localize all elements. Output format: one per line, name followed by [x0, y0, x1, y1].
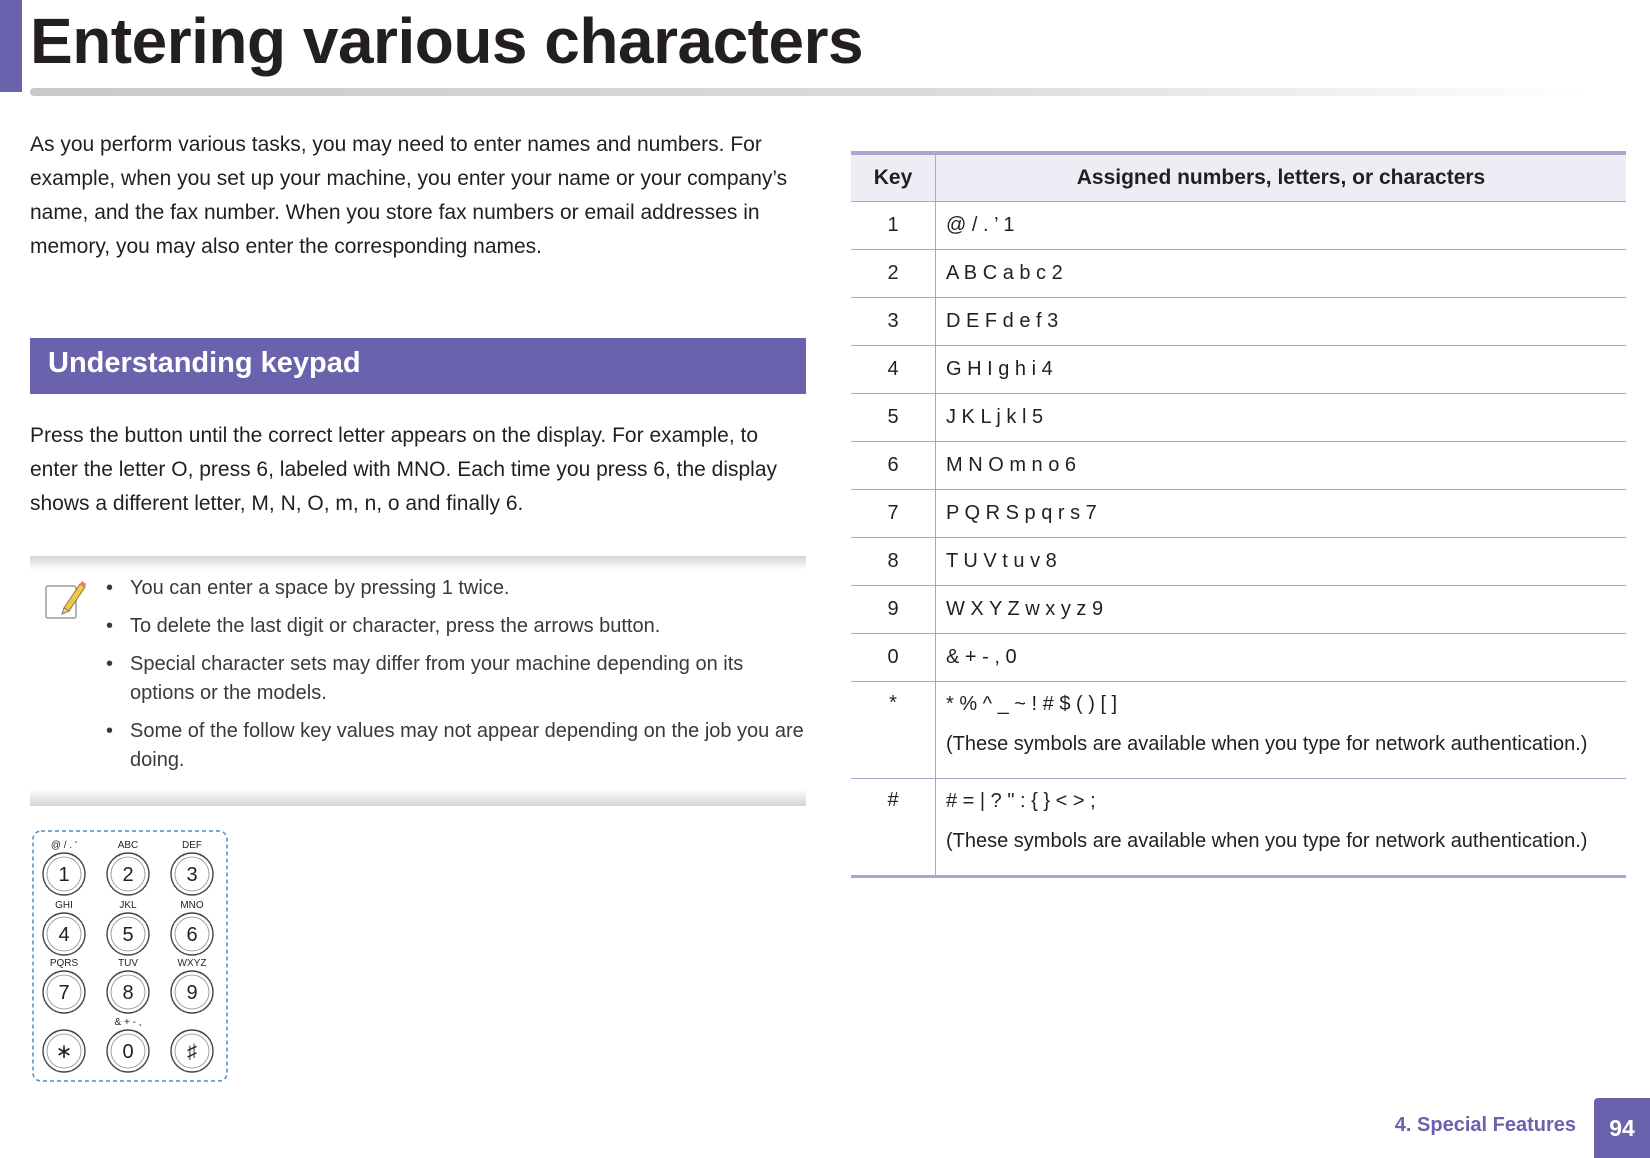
keypad-digit: ♯	[187, 1041, 197, 1063]
keypad-key	[107, 840, 149, 895]
note-item	[106, 717, 806, 775]
keypad-letters: GHI	[55, 900, 73, 911]
keypad-digit: 2	[122, 864, 134, 886]
table-row	[851, 538, 1626, 586]
value-cell: A B C a b c 2	[936, 250, 1627, 298]
keypad-letters: JKL	[119, 900, 137, 911]
keypad-digit: 9	[186, 982, 198, 1004]
table-row	[851, 250, 1626, 298]
note-pencil-icon	[44, 578, 86, 622]
symbol-note: (These symbols are available when you type for network authentication.)	[946, 830, 1588, 852]
value-cell: D E F d e f 3	[936, 298, 1627, 346]
keypad-key	[107, 958, 149, 1013]
table-row	[851, 394, 1626, 442]
keypad-digit: 3	[186, 864, 198, 886]
title-underline	[30, 88, 1590, 96]
bullet: •	[106, 720, 114, 742]
keypad-key	[43, 958, 85, 1013]
intro-paragraph: As you perform various tasks, you may need to enter names and numbers. For example, when you set up your machine, you enter your name or your company’s name, and the fax number. When you store fax numbers or email addresses in memory, you may also enter the corresponding names.	[30, 133, 788, 258]
key-cell: *	[851, 682, 936, 779]
bullet: •	[106, 653, 114, 675]
value-cell: G H I g h i 4	[936, 346, 1627, 394]
symbol-list: * % ^ _ ~ ! # $ ( ) [ ]	[946, 693, 1118, 715]
symbol-list: # = | ? " : { } < > ;	[946, 790, 1096, 812]
key-cell: 2	[851, 250, 936, 298]
keypad-letters: MNO	[180, 900, 204, 911]
keypad-letters: WXYZ	[177, 958, 207, 969]
key-cell: 5	[851, 394, 936, 442]
table-header-row	[851, 153, 1626, 202]
note-list	[106, 574, 806, 784]
key-cell: 3	[851, 298, 936, 346]
keypad-key	[171, 1030, 213, 1072]
table-row	[851, 298, 1626, 346]
keypad-letters: @ / . ’	[50, 840, 78, 851]
key-cell: 6	[851, 442, 936, 490]
value-cell: P Q R S p q r s 7	[936, 490, 1627, 538]
note-top-rule	[30, 556, 806, 570]
note-item	[106, 612, 806, 641]
table-row	[851, 586, 1626, 634]
title-accent-bar	[0, 0, 22, 92]
symbol-note: (These symbols are available when you type for network authentication.)	[946, 733, 1588, 755]
key-cell: 4	[851, 346, 936, 394]
note-item	[106, 650, 806, 708]
note-text: Some of the follow key values may not appear depending on the job you are doing.	[130, 720, 804, 771]
key-cell: 9	[851, 586, 936, 634]
table-row	[851, 346, 1626, 394]
keypad-digit: 5	[122, 924, 134, 946]
value-cell: @ / . ’ 1	[936, 202, 1627, 250]
key-assignment-table	[851, 151, 1626, 878]
keypad-key	[43, 1030, 85, 1072]
column-header-assigned: Assigned numbers, letters, or characters	[936, 153, 1627, 202]
section-title: Understanding keypad	[48, 347, 361, 379]
keypad-letters: PQRS	[49, 958, 79, 969]
table-row	[851, 779, 1626, 877]
page-title: Entering various characters	[30, 5, 864, 77]
keypad-digit: ∗	[55, 1041, 73, 1063]
table-row	[851, 490, 1626, 538]
note-text: You can enter a space by pressing 1 twice.	[130, 577, 510, 599]
keypad-digit: 6	[186, 924, 198, 946]
note-text: Special character sets may differ from your machine depending on its options or the models.	[130, 653, 744, 704]
note-text: To delete the last digit or character, press the arrows button.	[130, 615, 661, 637]
keypad-key	[171, 900, 213, 955]
value-cell	[936, 682, 1627, 779]
keypad-key	[43, 840, 85, 895]
value-cell	[936, 779, 1627, 877]
table-row	[851, 202, 1626, 250]
key-cell: 7	[851, 490, 936, 538]
keypad-key	[43, 900, 85, 955]
bullet: •	[106, 577, 114, 599]
keypad-digit: 8	[122, 982, 134, 1004]
key-cell: 0	[851, 634, 936, 682]
bullet: •	[106, 615, 114, 637]
keypad-key	[107, 1017, 149, 1072]
keypad-key	[171, 958, 213, 1013]
value-cell: & + - , 0	[936, 634, 1627, 682]
key-cell: 1	[851, 202, 936, 250]
value-cell: J K L j k l 5	[936, 394, 1627, 442]
keypad-key	[107, 900, 149, 955]
table-row	[851, 634, 1626, 682]
value-cell: T U V t u v 8	[936, 538, 1627, 586]
value-cell: M N O m n o 6	[936, 442, 1627, 490]
keypad-illustration	[32, 830, 228, 1082]
section-header	[30, 338, 806, 394]
footer-chapter: 4. Special Features	[1394, 1114, 1576, 1136]
page-number-badge	[1594, 1098, 1650, 1158]
keypad-letters: DEF	[182, 840, 202, 851]
keypad-key	[171, 840, 213, 895]
keypad-letters: TUV	[118, 958, 138, 969]
table-row	[851, 682, 1626, 779]
note-item	[106, 574, 806, 603]
key-cell: 8	[851, 538, 936, 586]
column-header-key: Key	[851, 153, 936, 202]
value-cell: W X Y Z w x y z 9	[936, 586, 1627, 634]
keypad-digit: 4	[58, 924, 70, 946]
keypad-letters: ABC	[117, 840, 139, 851]
keypad-digit: 1	[58, 864, 70, 886]
keypad-description: Press the button until the correct letter appears on the display. For example, to enter the letter O, press 6, labeled with MNO. Each time you press 6, the display shows a different letter, M, N, O, m, n, o and finally 6.	[30, 424, 778, 515]
note-bottom-rule	[30, 788, 806, 806]
keypad-digit: 0	[122, 1041, 134, 1063]
page-number: 94	[1609, 1115, 1635, 1141]
table-row	[851, 442, 1626, 490]
keypad-letters: & + - ,	[114, 1017, 142, 1028]
keypad-digit: 7	[58, 982, 70, 1004]
key-cell: #	[851, 779, 936, 877]
